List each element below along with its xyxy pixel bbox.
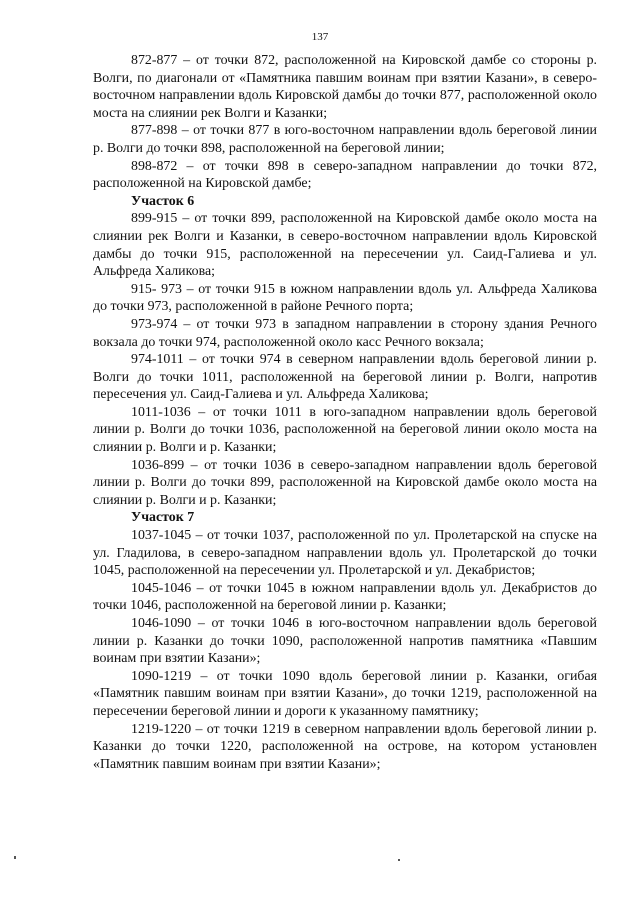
boundary-877-898: 877-898 – от точки 877 в юго-восточном направлении вдоль береговой линии р. Волги до точки 898, расположенной на береговой линии; [93, 123, 597, 156]
boundary-872-877: 872-877 – от точки 872, расположенной на Кировской дамбе со стороны р. Волги, по диагонали от «Памятника павшим воинам при взятии Казани», в северо-восточном направлении вдоль Кировской дамбы до точки 877, расположенной около моста на слиянии рек Волги и Казанки; [93, 53, 597, 121]
boundary-899-915: 899-915 – от точки 899, расположенной на Кировской дамбе около моста на слиянии рек Волги и Казанки, в северо-восточном направлении вдоль Кировской дамбы до точки 915, расположенной на пересечении ул. Саид-Галиева и ул. Альфреда Халикова; [93, 211, 597, 280]
page-number: 137 [311, 31, 329, 43]
scan-speck [14, 856, 16, 859]
boundary-1219-1220: 1219-1220 – от точки 1219 в северном направлении вдоль береговой линии р. Казанки до точки 1220, расположенной на острове, на котором установлен «Памятник павшим воинам при взятии Казани»; [93, 721, 597, 772]
boundary-915-973: 915- 973 – от точки 915 в южном направлении вдоль ул. Альфреда Халикова до точки 973, расположенной в районе Речного порта; [93, 281, 597, 315]
boundary-1011-1036: 1011-1036 – от точки 1011 в юго-западном направлении вдоль береговой линии р. Волги до точки 1036, расположенной на береговой линии около моста на слиянии р. Волги и р. Казанки; [93, 404, 597, 456]
scan-speck [398, 859, 400, 861]
boundary-974-1011: 974-1011 – от точки 974 в северном направлении вдоль береговой линии р. Волги до точки 1011, расположенной на береговой линии р. Волги, напротив пересечения ул. Саид-Галиева и ул. Альфреда Халикова; [93, 352, 597, 403]
boundary-898-872: 898-872 – от точки 898 в северо-западном направлении до точки 872, расположенной на Кировской дамбе; [93, 158, 597, 192]
document-body [93, 52, 597, 773]
boundary-1090-1219: 1090-1219 – от точки 1090 вдоль береговой линии р. Казанки, огибая «Памятник павшим воинам при взятии Казани», до точки 1219, расположенной на пересечении береговой линии и дороги к указанному памятнику; [93, 668, 597, 719]
boundary-1046-1090: 1046-1090 – от точки 1046 в юго-восточном направлении вдоль береговой линии р. Казанки до точки 1090, расположенной напротив памятника «Павшим воинам при взятии Казани»; [93, 616, 597, 667]
section-heading-6: Участок 6 [131, 193, 195, 209]
section-heading-7: Участок 7 [131, 510, 195, 526]
boundary-1036-899: 1036-899 – от точки 1036 в северо-западном направлении вдоль береговой линии р. Волги до точки 899, расположенной на Кировской дамбе около моста на слиянии р. Волги и р. Казанки; [93, 457, 597, 508]
boundary-973-974: 973-974 – от точки 973 в западном направлении в сторону здания Речного вокзала до точки 974, расположенной около касс Речного вокзала; [93, 316, 597, 350]
boundary-1045-1046: 1045-1046 – от точки 1045 в южном направлении вдоль ул. Декабристов до точки 1046, расположенной на береговой линии р. Казанки; [93, 580, 597, 614]
boundary-1037-1045: 1037-1045 – от точки 1037, расположенной по ул. Пролетарской на спуске на ул. Гладилова, в северо-западном направлении вдоль ул. Пролетарской до точки 1045, расположенной на пересечении ул. Пролетарской и ул. Декабристов; [93, 528, 597, 579]
